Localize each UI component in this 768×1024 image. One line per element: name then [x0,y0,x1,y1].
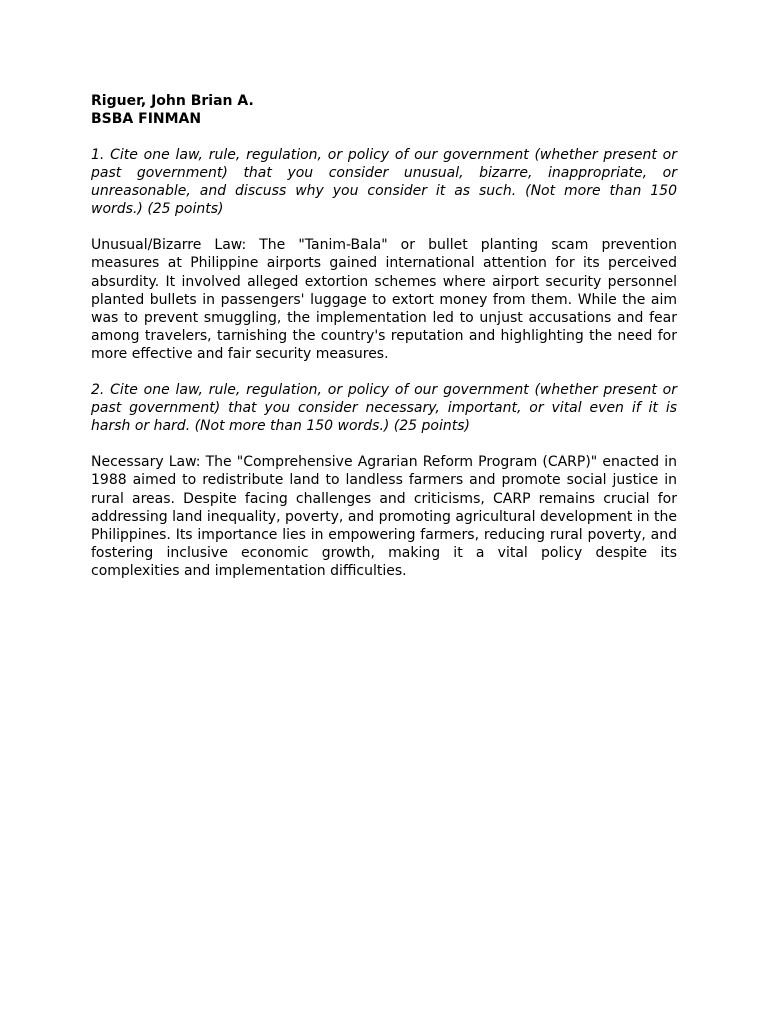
answer-1: Unusual/Bizarre Law: The "Tanim-Bala" or bullet planting scam prevention measures at Philippine airports gained international attention for its perceived absurdity. It involved alleged extortion schemes where airport security personnel planted bullets in passengers' luggage to extort money from them. While the aim was to prevent smuggling, the implementation led to unjust accusations and fear among travelers, tarnishing the country's reputation and highlighting the need for more effective and fair security measures. [91,237,677,362]
question-2: 2. Cite one law, rule, regulation, or policy of our government (whether present or past government) that you consider necessary, important, or vital even if it is harsh or hard. (Not more than 150 words.) (25 points) [91,382,677,435]
spacer [91,128,677,146]
spacer [91,435,677,453]
author-name: Riguer, John Brian A. [91,93,254,109]
spacer [91,218,677,236]
program-label: BSBA FINMAN [91,111,202,127]
answer-2: Necessary Law: The "Comprehensive Agrarian Reform Program (CARP)" enacted in 1988 aimed to redistribute land to landless farmers and promote social justice in rural areas. Despite facing challenges and criticisms, CARP remains crucial for addressing land inequality, poverty, and promoting agricultural development in the Philippines. Its importance lies in empowering farmers, reducing rural poverty, and fostering inclusive economic growth, making it a vital policy despite its complexities and implementation difficulties. [91,454,677,579]
question-1: 1. Cite one law, rule, regulation, or policy of our government (whether present or past government) that you consider unusual, bizarre, inappropriate, or unreasonable, and discuss why you consider it as such. (Not more than 150 words.) (25 points) [91,147,677,218]
spacer [91,363,677,381]
